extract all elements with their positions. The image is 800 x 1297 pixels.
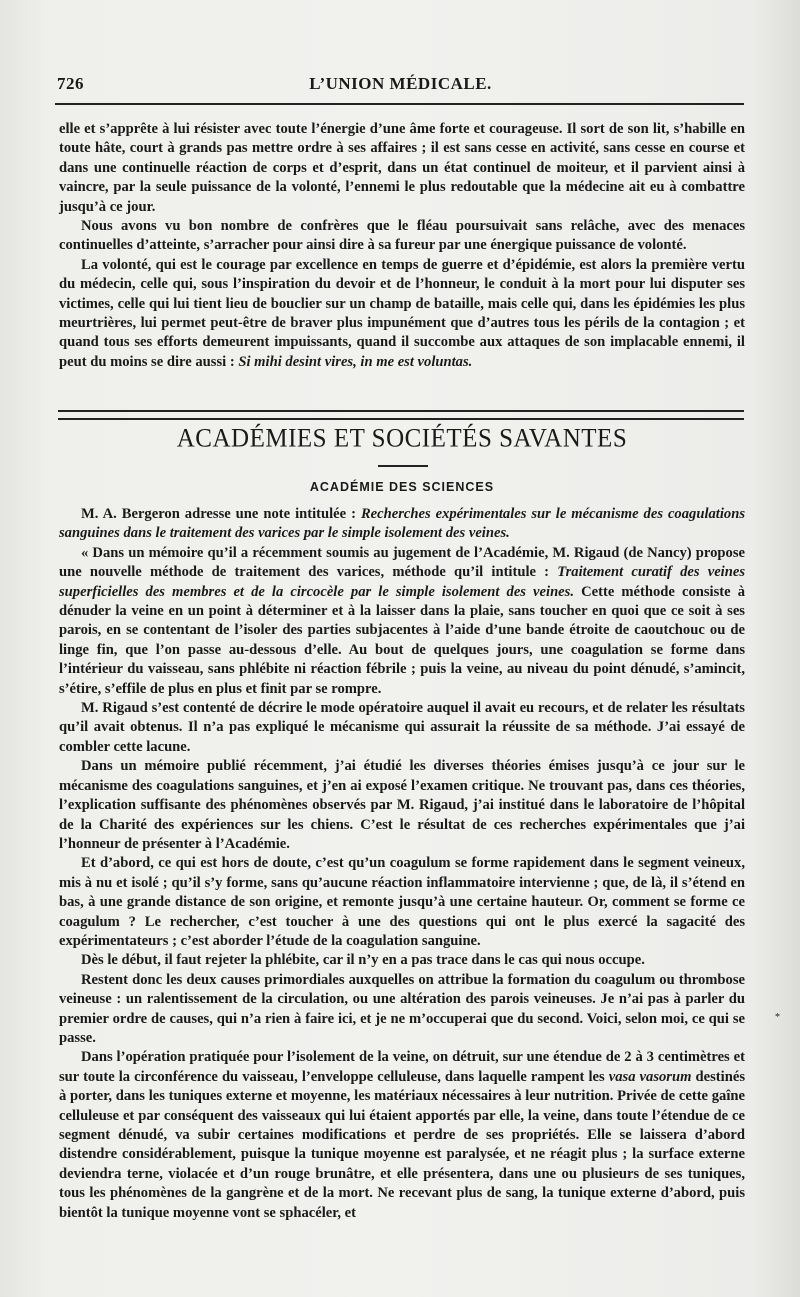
journal-title: L’UNION MÉDICALE. (309, 74, 492, 93)
paragraph: elle et s’apprête à lui résister avec toute l’énergie d’une âme forte et courageuse. Il sort de son lit, s’habille en toute hâte, court à grands pas mettre ordre à ses affaires ; il est sans cesse en activité, sans cesse en course et dans une continuelle réaction de corps et d’esprit, dans un état continuel de moiteur, et il parvient ainsi à vaincre, par la seule puissance de la volonté, l’ennemi le plus redoutable que la médecine ait eu à combattre jusqu’à ce jour. (59, 121, 745, 215)
paragraph-text: La volonté, qui est le courage par excellence en temps de guerre et d’épidémie, est alors la première vertu du médecin, celle qui, sous l’inspiration du devoir et de l’honneur, le conduit à la mort pour lui disputer ses victimes, celle qui lui tient lieu de bouclier sur un champ de bataille, mais celle qui, dans les épidémies les plus meurtrières, lui permet peut-être de braver plus impunément que d’autres tous les périls de la contagion ; et quand tous ses efforts demeurent impuissants, quand il succombe aux attaques de son implacable ennemi, il peut du moins se dire aussi : (59, 256, 745, 370)
paragraph (59, 544, 745, 699)
paragraph-text: destinés à porter, dans les tuniques externe et moyenne, les matériaux nécessaires à leur nutrition. Privée de cette gaîne celluleuse et par conséquent des vaisseaux qui lui étaient apportés par elle, la veine, dans toute l’étendue de ce segment dénudé, va subir certaines modifications et perdre de ses propriétés. Elle se laissera d’abord distendre considérablement, puisque la tunique moyenne est paralysée, et ne réagit plus ; la surface externe deviendra terne, violacée et d’un rouge brunâtre, et elle présentera, dans une ou plusieurs de ses tuniques, tous les phénomènes de la gangrène et de la mort. Ne recevant plus de sang, la tunique externe d’abord, puis bientôt la tunique moyenne vont se sphacéler, et (59, 1068, 745, 1221)
latin-term: vasa vasorum (608, 1068, 692, 1085)
latin-quote: Si mihi desint vires, in me est voluntas. (238, 353, 473, 370)
paragraph-text: M. A. Bergeron adresse une note intitulée : (81, 506, 356, 522)
section-subtitle: ACADÉMIE DES SCIENCES (309, 480, 495, 494)
page-number: 726 (57, 74, 84, 93)
paragraph: Nous avons vu bon nombre de confrères que le fléau poursuivait sans relâche, avec des menaces continuelles d’atteinte, s’arracher pour ainsi dire à sa fureur par une énergique puissance de volonté. (59, 218, 745, 254)
title-rule (378, 465, 428, 467)
paragraph (59, 505, 745, 544)
paragraph (59, 256, 745, 372)
header-rule (55, 103, 744, 105)
paragraph: Dans un mémoire publié récemment, j’ai étudié les diverses théories émises jusqu’à ce jour sur le mécanisme des coagulations sanguines, et j’en ai exposé l’examen critique. Ne trouvant pas, dans ces théories, l’explication suffisante des phénomènes observés par M. Rigaud, j’ai institué dans le laboratoire de l’hôpital de la Charité des expériences sur les chiens. C’est le résultat de ces recherches expérimentales que j’ai l’honneur de présenter à l’Académie. (59, 758, 745, 852)
section-title: ACADÉMIES ET SOCIÉTÉS SAVANTES (176, 424, 628, 453)
intro-text (59, 120, 745, 372)
section-separator (58, 410, 744, 420)
paragraph: Restent donc les deux causes primordiales auxquelles on attribue la formation du coagulum ou thrombose veineuse : un ralentissement de la circulation, ou une altération des parois veineuses. Je n’ai pas à parler du premier ordre de causes, qui n’a rien à faire ici, et je ne m’occuperai que du second. Voici, selon moi, ce qui se passe. (59, 971, 745, 1046)
paragraph: M. Rigaud s’est contenté de décrire le mode opératoire auquel il avait eu recours, et de relater les résultats qu’il avait obtenus. Il n’a pas expliqué le mécanisme qui assurait la réussite de sa méthode. J’ai essayé de combler cette lacune. (59, 700, 745, 755)
note-title: Recherches expérimentales sur le mécanisme des coagulations sanguines dans le traitement des varices par le simple isolement des veines. (59, 506, 745, 542)
paragraph-text: Dans l’opération pratiquée pour l’isolement de la veine, on détruit, sur une étendue de 2 à 3 centimètres et sur toute la circonférence du vaisseau, l’enveloppe celluleuse, dans laquelle rampent les (59, 1049, 745, 1085)
paragraph: Et d’abord, ce qui est hors de doute, c’est qu’un coagulum se forme rapidement dans le segment veineux, mis à nu et isolé ; qu’il s’y forme, sans qu’aucune réaction inflammatoire intervienne ; que, de là, il s’étend en bas, à une grande distance de son origine, et remonte jusqu’à une certaine hauteur. Or, comment se forme ce coagulum ? Le rechercher, c’est toucher à une des questions qui ont le plus exercé la sagacité des expérimentateurs ; c’est aborder l’étude de la coagulation sanguine. (59, 855, 745, 949)
paragraph (59, 1048, 745, 1223)
article-text (59, 505, 745, 1223)
paragraph: Dès le début, il faut rejeter la phlébite, car il n’y en a pas trace dans le cas qui nous occupe. (81, 952, 645, 969)
paragraph-text: Cette méthode consiste à dénuder la veine en un point à déterminer et à la laisser dans la plaie, sans toucher en quoi que ce soit à ses parois, en se contentant de l’isoler des parties subjacentes à l’aide d’une bande étroite de caoutchouc ou de linge fin, que l’on passe au-dessous d’elle. Au bout de quelques jours, une coagulation se forme dans l’intérieur du vaisseau, sans phlébite ni réaction fébrile ; puis la veine, au niveau du point dénudé, s’amincit, s’étire, s’effile de plus en plus et finit par se rompre. (59, 583, 745, 697)
paragraph-text: « Dans un mémoire qu’il a récemment soumis au jugement de l’Académie, M. Rigaud (de Nancy) propose une nouvelle méthode de traitement des varices, méthode qu’il intitule : (59, 544, 745, 581)
margin-mark: * (775, 1012, 780, 1023)
running-header (57, 74, 744, 102)
method-title: Traitement curatif des veines superficielles des membres et de la circocèle par le simple isolement des veines. (59, 564, 746, 600)
